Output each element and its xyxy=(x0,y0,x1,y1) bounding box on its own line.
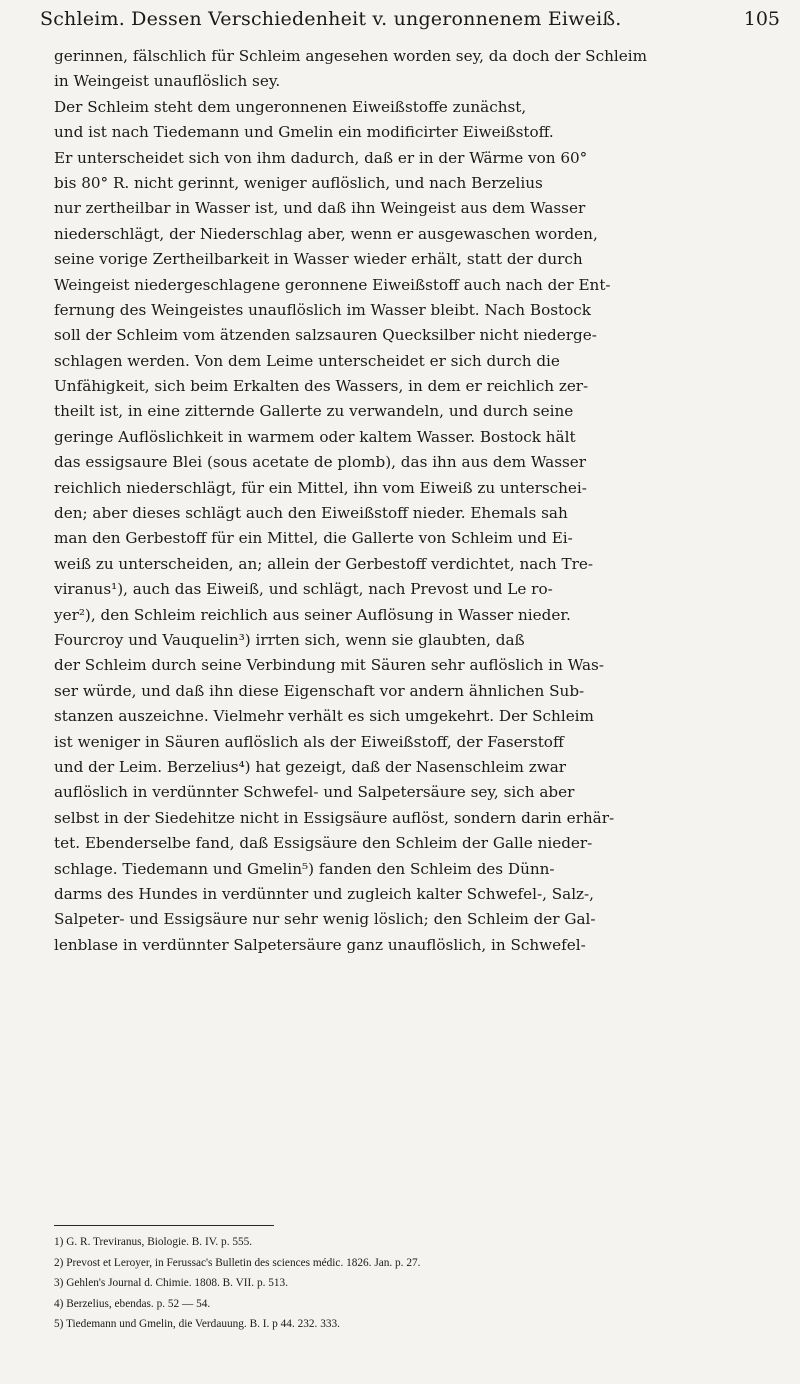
text-line: weiß zu unterscheiden, an; allein der Gerbestoff verdichtet, nach Tre- xyxy=(54,554,593,573)
text-line: in Weingeist unauflöslich sey. xyxy=(54,72,281,91)
footnote: 3) Gehlen's Journal d. Chimie. 1808. B. VII. p. 513. xyxy=(54,1277,289,1290)
footnote-divider xyxy=(54,1225,274,1226)
text-line: ser würde, und daß ihn diese Eigenschaft vor andern ähnlichen Sub- xyxy=(54,681,585,700)
text-line: reichlich niederschlägt, für ein Mittel, ihn vom Eiweiß zu unterschei- xyxy=(54,478,587,497)
footnote: 2) Prevost et Leroyer, in Ferussac's Bulletin des sciences médic. 1826. Jan. p. 27. xyxy=(54,1256,421,1269)
footnote: 1) G. R. Treviranus, Biologie. B. IV. p. 555. xyxy=(54,1236,253,1248)
text-line: soll der Schleim vom ätzenden salzsauren Quecksilber nicht niederge- xyxy=(54,326,597,345)
text-line: schlage. Tiedemann und Gmelin⁵) fanden den Schleim des Dünn- xyxy=(54,859,555,878)
text-line: gerinnen, fälschlich für Schleim angesehen worden sey, da doch der Schleim xyxy=(54,47,647,65)
main-text xyxy=(54,44,770,958)
page-header xyxy=(40,2,780,42)
text-line: selbst in der Siedehitze nicht in Essigsäure auflöst, sondern darin erhär- xyxy=(54,808,615,827)
text-line: Weingeist niedergeschlagene geronnene Eiweißstoff auch nach der Ent- xyxy=(54,275,611,294)
text-line: seine vorige Zertheilbarkeit in Wasser wieder erhält, statt der durch xyxy=(54,250,583,269)
text-line: und der Leim. Berzelius⁴) hat gezeigt, daß der Nasenschleim zwar xyxy=(54,757,567,776)
text-line: der Schleim durch seine Verbindung mit Säuren sehr auflöslich in Was- xyxy=(54,656,604,675)
text-line: yer²), den Schleim reichlich aus seiner Auflösung in Wasser nieder. xyxy=(54,605,571,624)
text-line: auflöslich in verdünnter Schwefel- und Salpetersäure sey, sich aber xyxy=(54,783,575,802)
text-line: Er unterscheidet sich von ihm dadurch, daß er in der Wärme von 60° xyxy=(54,148,588,167)
text-line: ist weniger in Säuren auflöslich als der Eiweißstoff, der Faserstoff xyxy=(54,732,564,751)
text-line: fernung des Weingeistes unauflöslich im Wasser bleibt. Nach Bostock xyxy=(54,300,591,319)
text-line: lenblase in verdünnter Salpetersäure ganz unauflöslich, in Schwefel- xyxy=(54,935,586,954)
text-line: Unfähigkeit, sich beim Erkalten des Wassers, in dem er reichlich zer- xyxy=(54,377,589,396)
text-line: darms des Hundes in verdünnter und zugleich kalter Schwefel-, Salz-, xyxy=(54,884,595,903)
text-line: viranus¹), auch das Eiweiß, und schlägt, nach Prevost und Le ro- xyxy=(54,580,553,599)
text-line: den; aber dieses schlägt auch den Eiweißstoff nieder. Ehemals sah xyxy=(54,504,568,523)
footnote: 5) Tiedemann und Gmelin, die Verdauung. B. I. p 44. 232. 333. xyxy=(54,1318,340,1331)
page-number: 105 xyxy=(743,8,780,30)
footnotes xyxy=(54,1232,770,1335)
text-line: das essigsaure Blei (sous acetate de plomb), das ihn aus dem Wasser xyxy=(54,453,587,472)
footnote: 4) Berzelius, ebendas. p. 52 — 54. xyxy=(54,1297,211,1310)
text-line: tet. Ebenderselbe fand, daß Essigsäure den Schleim der Galle nieder- xyxy=(54,834,593,853)
text-line: Salpeter- und Essigsäure nur sehr wenig löslich; den Schleim der Gal- xyxy=(54,910,596,929)
text-line: nur zertheilbar in Wasser ist, und daß ihn Weingeist aus dem Wasser xyxy=(54,199,586,218)
text-line: bis 80° R. nicht gerinnt, weniger auflöslich, und nach Berzelius xyxy=(54,173,543,192)
text-line: schlagen werden. Von dem Leime unterscheidet er sich durch die xyxy=(54,351,560,370)
text-line: man den Gerbestoff für ein Mittel, die Gallerte von Schleim und Ei- xyxy=(54,529,573,548)
text-line: Fourcroy und Vauquelin³) irrten sich, wenn sie glaubten, daß xyxy=(54,630,525,649)
text-line: geringe Auflöslichkeit in warmem oder kaltem Wasser. Bostock hält xyxy=(54,427,576,446)
text-line: stanzen auszeichne. Vielmehr verhält es sich umgekehrt. Der Schleim xyxy=(54,707,594,726)
text-line: niederschlägt, der Niederschlag aber, wenn er ausgewaschen worden, xyxy=(54,224,598,243)
text-line: theilt ist, in eine zitternde Gallerte zu verwandeln, und durch seine xyxy=(54,402,574,421)
text-line: und ist nach Tiedemann und Gmelin ein modificirter Eiweißstoff. xyxy=(54,123,554,142)
text-line: Der Schleim steht dem ungeronnenen Eiweißstoffe zunächst, xyxy=(54,97,527,116)
running-title: Schleim. Dessen Verschiedenheit v. ungeronnenem Eiweiß. xyxy=(40,8,622,30)
